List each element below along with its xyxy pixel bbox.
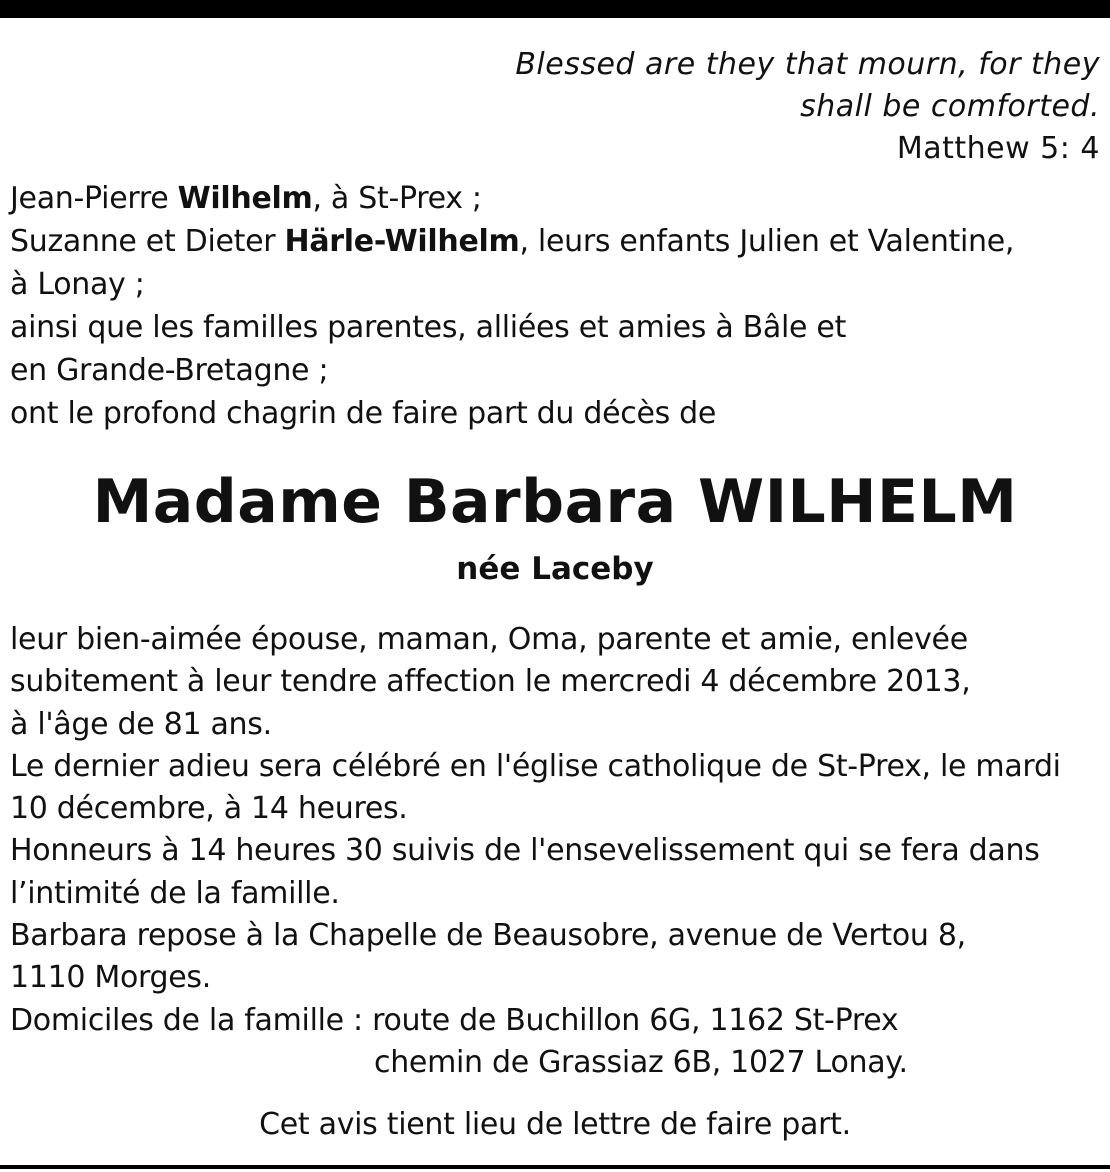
family-line-5: en Grande-Bretagne ; xyxy=(10,353,329,388)
details-line: 1110 Morges. xyxy=(10,960,211,996)
details-line: Le dernier adieu sera célébré en l'église catholique de St-Prex, le mardi xyxy=(10,748,1061,784)
epigraph xyxy=(400,44,1100,170)
details-line: l’intimité de la famille. xyxy=(10,875,340,911)
epigraph-quote-line-1: Blessed are they that mourn, for they xyxy=(515,47,1100,82)
family-line-1-pre: Jean-Pierre xyxy=(10,181,178,216)
family-address-line-2: chemin de Grassiaz 6B, 1027 Lonay. xyxy=(374,1044,908,1080)
details-line: Honneurs à 14 heures 30 suivis de l'ensevelissement qui se fera dans xyxy=(10,833,1040,869)
details-line: Barbara repose à la Chapelle de Beausobre, avenue de Vertou 8, xyxy=(10,918,966,954)
deceased-name: Madame Barbara WILHELM xyxy=(92,467,1018,537)
top-border-rule xyxy=(0,0,1110,18)
maiden-name: née Laceby xyxy=(456,551,654,587)
family-announcement xyxy=(10,177,1100,435)
obituary-details xyxy=(10,619,1100,1084)
family-line-3: à Lonay ; xyxy=(10,267,145,302)
family-line-2-surname: Härle-Wilhelm xyxy=(284,224,520,259)
closing-note: Cet avis tient lieu de lettre de faire part. xyxy=(259,1107,851,1142)
details-line: 10 décembre, à 14 heures. xyxy=(10,791,408,827)
family-line-2-post: , leurs enfants Julien et Valentine, xyxy=(519,224,1015,259)
family-line-1-post: , à St-Prex ; xyxy=(312,181,482,216)
family-line-1 xyxy=(10,177,1100,220)
family-line-6: ont le profond chagrin de faire part du décès de xyxy=(10,396,717,431)
family-address-line-1: Domiciles de la famille : route de Buchillon 6G, 1162 St-Prex xyxy=(10,1002,899,1038)
family-line-2 xyxy=(10,220,1100,263)
details-line: à l'âge de 81 ans. xyxy=(10,706,272,742)
details-line: leur bien-aimée épouse, maman, Oma, parente et amie, enlevée xyxy=(10,622,968,657)
bottom-border-rule xyxy=(0,1165,1110,1169)
family-line-4: ainsi que les familles parentes, alliées et amies à Bâle et xyxy=(10,310,847,345)
details-line: subitement à leur tendre affection le mercredi 4 décembre 2013, xyxy=(10,664,971,700)
family-line-2-pre: Suzanne et Dieter xyxy=(10,224,285,259)
epigraph-quote-line-2: shall be comforted. xyxy=(800,89,1100,124)
epigraph-reference: Matthew 5: 4 xyxy=(896,131,1100,166)
family-line-1-surname: Wilhelm xyxy=(177,181,313,216)
